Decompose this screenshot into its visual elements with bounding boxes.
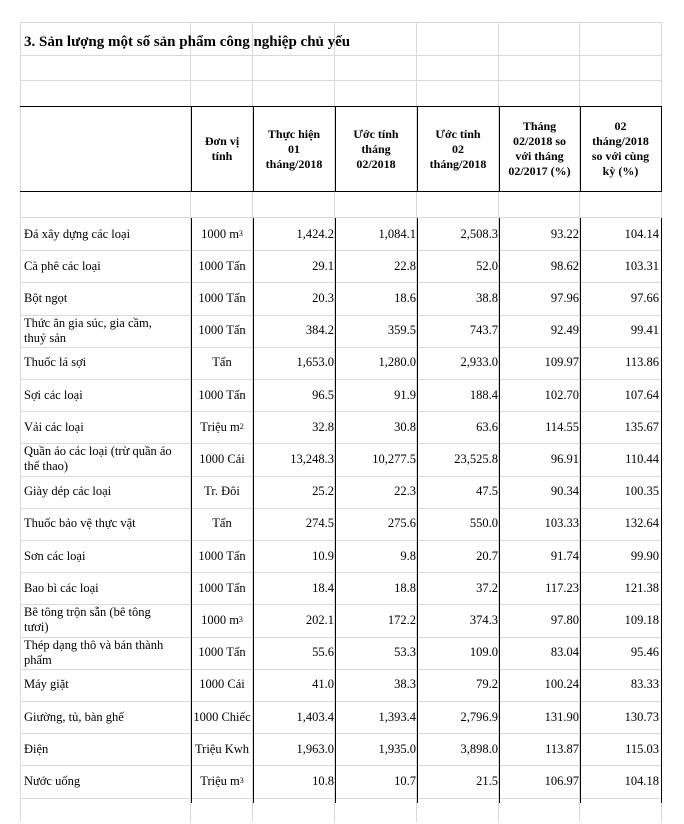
unit-text: 1000 Chiếc <box>193 709 251 724</box>
value-cell-v1: 13,248.3 <box>290 451 334 466</box>
product-name-line: Thép dạng thô và bán thành <box>24 637 164 652</box>
product-name <box>24 733 190 765</box>
product-name-line: Bột ngọt <box>24 290 68 305</box>
product-name-line: thể thao) <box>24 459 69 474</box>
value-cell-v4: 90.34 <box>550 484 579 499</box>
table-title: 3. Sản lượng một số sản phẩm công nghiệp chủ yếu <box>24 34 351 50</box>
value-cell-v3: 79.2 <box>476 677 498 692</box>
unit-text: 1000 Tấn <box>198 290 246 305</box>
table-row <box>0 701 684 733</box>
value-cell-v4: 131.90 <box>544 709 579 724</box>
value-cell-v2: 38.3 <box>394 677 416 692</box>
header-line: kỳ (%) <box>602 164 639 178</box>
value-cell-v4: 93.22 <box>550 226 579 241</box>
unit-text: Tấn <box>212 355 232 370</box>
table-row <box>0 379 684 411</box>
product-name <box>24 476 190 508</box>
header-line: với tháng <box>515 149 564 163</box>
unit-text: Triệu Kwh <box>194 741 250 756</box>
value-cell-v5: 121.38 <box>624 580 659 595</box>
product-name <box>24 604 190 636</box>
product-name-line: thuỷ sản <box>24 330 67 345</box>
unit-cell: 1000 m 3 <box>201 226 243 241</box>
product-name <box>24 637 190 669</box>
value-cell-v2: 30.8 <box>394 419 416 434</box>
value-cell-v4: 100.24 <box>544 677 579 692</box>
unit-cell <box>192 476 252 508</box>
table-row <box>0 282 684 314</box>
value-cell-v5: 99.41 <box>630 323 659 338</box>
header-line: Ước tính <box>435 126 481 141</box>
value-cell-v5: 83.33 <box>630 677 659 692</box>
value-cell-v2: 10,277.5 <box>372 451 416 466</box>
unit-cell <box>192 443 252 475</box>
product-name-line: Thuốc lá sợi <box>24 355 87 370</box>
product-name <box>24 347 190 379</box>
value-cell-v1: 202.1 <box>305 612 334 627</box>
product-name-line: Sơn các loại <box>24 548 86 563</box>
unit-cell <box>192 250 252 282</box>
table-row <box>0 250 684 282</box>
table-row <box>0 218 684 250</box>
unit-cell <box>192 669 252 701</box>
value-cell-v5: 130.73 <box>624 709 659 724</box>
product-name-line: Nước uống <box>24 773 81 788</box>
value-cell-v5: 104.14 <box>624 226 659 241</box>
product-name-line: Vải các loại <box>24 419 84 434</box>
value-cell-v4: 113.87 <box>545 741 579 756</box>
product-name <box>24 443 190 475</box>
product-name <box>24 572 190 604</box>
value-cell-v2: 1,084.1 <box>378 226 416 241</box>
header-top-border <box>20 106 661 107</box>
table-row <box>0 508 684 540</box>
header-col5 <box>581 108 660 190</box>
product-name <box>24 765 190 797</box>
header-line: so với cùng <box>591 149 650 163</box>
unit-text: 1000 Tấn <box>198 645 246 660</box>
table-row <box>0 637 684 669</box>
header-line: 02/2017 (%) <box>508 164 571 178</box>
table-row <box>0 315 684 347</box>
value-cell-v2: 172.2 <box>387 612 416 627</box>
product-name-line: Điện <box>24 741 49 756</box>
unit-cell <box>192 508 252 540</box>
value-cell-v4: 97.96 <box>550 290 579 305</box>
header-line: tháng/2018 <box>429 156 487 171</box>
product-name-line: Thức ăn gia súc, gia cầm, <box>24 315 152 330</box>
unit-cell <box>192 701 252 733</box>
grid-line <box>20 80 662 81</box>
product-name <box>24 282 190 314</box>
value-cell-v2: 359.5 <box>387 323 416 338</box>
value-cell-v2: 1,393.4 <box>378 709 416 724</box>
value-cell-v5: 135.67 <box>624 419 659 434</box>
value-cell-v3: 2,933.0 <box>460 355 498 370</box>
header-line: tính <box>211 149 233 163</box>
value-cell-v3: 374.3 <box>469 612 498 627</box>
value-cell-v2: 22.8 <box>394 258 416 273</box>
value-cell-v5: 107.64 <box>624 387 659 402</box>
value-cell-v4: 102.70 <box>544 387 579 402</box>
header-col3 <box>418 108 498 190</box>
value-cell-v4: 109.97 <box>544 355 579 370</box>
header-line: Thực hiện <box>267 126 321 141</box>
value-cell-v3: 109.0 <box>469 645 498 660</box>
value-cell-v2: 9.8 <box>400 548 416 563</box>
header-line: 02 <box>452 141 464 156</box>
product-name <box>24 508 190 540</box>
header-col1 <box>254 108 334 190</box>
value-cell-v3: 2,796.9 <box>460 709 498 724</box>
value-cell-v5: 97.66 <box>630 290 659 305</box>
value-cell-v3: 63.6 <box>476 419 498 434</box>
value-cell-v2: 18.6 <box>394 290 416 305</box>
unit-text: Triệu m <box>200 773 240 788</box>
value-cell-v1: 41.0 <box>312 677 334 692</box>
value-cell-v1: 384.2 <box>305 323 334 338</box>
value-cell-v4: 97.80 <box>550 612 579 627</box>
value-cell-v5: 132.64 <box>624 516 659 531</box>
product-name-line: Đá xây dựng các loại <box>24 226 131 241</box>
value-cell-v1: 1,424.2 <box>296 226 334 241</box>
value-cell-v5: 109.18 <box>624 612 659 627</box>
unit-cell <box>192 282 252 314</box>
value-cell-v3: 743.7 <box>469 323 498 338</box>
value-cell-v4: 106.97 <box>544 773 579 788</box>
unit-text: 1000 Tấn <box>198 548 246 563</box>
product-name-line: Giày dép các loại <box>24 484 112 499</box>
value-cell-v5: 104.18 <box>624 773 659 788</box>
value-cell-v3: 550.0 <box>469 516 498 531</box>
value-cell-v2: 22.3 <box>394 484 416 499</box>
value-cell-v5: 103.31 <box>624 258 659 273</box>
value-cell-v1: 25.2 <box>312 484 334 499</box>
unit-cell <box>192 637 252 669</box>
value-cell-v5: 110.44 <box>625 451 659 466</box>
value-cell-v5: 100.35 <box>624 484 659 499</box>
value-cell-v1: 1,963.0 <box>296 741 334 756</box>
value-cell-v3: 37.2 <box>476 580 498 595</box>
unit-cell: 1000 m 3 <box>201 612 243 627</box>
product-name-line: Bao bì các loại <box>24 580 99 595</box>
header-line: 02 <box>614 119 627 133</box>
table-row <box>0 411 684 443</box>
value-cell-v1: 96.5 <box>312 387 334 402</box>
unit-text: 1000 Tấn <box>198 387 246 402</box>
table-row <box>0 347 684 379</box>
unit-text: 1000 Tấn <box>198 258 246 273</box>
value-cell-v2: 18.8 <box>394 580 416 595</box>
value-cell-v2: 275.6 <box>387 516 416 531</box>
value-cell-v3: 188.4 <box>469 387 498 402</box>
product-name-line: phẩm <box>24 652 52 667</box>
value-cell-v4: 114.55 <box>545 419 579 434</box>
value-cell-v3: 21.5 <box>476 773 498 788</box>
unit-text: 1000 Cái <box>199 451 245 466</box>
product-name-line: Bê tông trộn sẵn (bê tông <box>24 605 151 620</box>
value-cell-v5: 113.86 <box>625 355 659 370</box>
product-name-line: Máy giặt <box>24 677 69 692</box>
value-cell-v1: 274.5 <box>305 516 334 531</box>
unit-cell <box>192 572 252 604</box>
value-cell-v1: 1,403.4 <box>296 709 334 724</box>
product-name-line: Thuốc bảo vệ thực vật <box>24 516 136 531</box>
value-cell-v3: 2,508.3 <box>460 226 498 241</box>
header-unit <box>192 108 252 190</box>
unit-cell <box>192 315 252 347</box>
value-cell-v3: 52.0 <box>476 258 498 273</box>
unit-cell: Triệu m 2 <box>200 419 244 434</box>
value-cell-v5: 115.03 <box>625 741 659 756</box>
value-cell-v3: 38.8 <box>476 290 498 305</box>
value-cell-v4: 96.91 <box>550 451 579 466</box>
table-row <box>0 572 684 604</box>
unit-text: 1000 m <box>201 226 239 241</box>
product-name <box>24 411 190 443</box>
grid-line <box>20 22 662 23</box>
value-cell-v3: 3,898.0 <box>460 741 498 756</box>
value-cell-v2: 1,280.0 <box>378 355 416 370</box>
unit-cell <box>192 347 252 379</box>
grid-line <box>20 798 662 799</box>
table-row <box>0 765 684 797</box>
table-row <box>0 604 684 636</box>
product-name <box>24 250 190 282</box>
unit-text: Tr. Đôi <box>204 484 240 499</box>
unit-text: Triệu m <box>200 419 240 434</box>
product-name <box>24 218 190 250</box>
unit-text: 1000 Tấn <box>198 580 246 595</box>
table-row <box>0 476 684 508</box>
header-bottom-border <box>20 191 661 192</box>
product-name <box>24 701 190 733</box>
unit-cell <box>192 733 252 765</box>
product-name-line: Sợi các loại <box>24 387 83 402</box>
header-line: Tháng <box>522 119 557 133</box>
header-line: Ước tính <box>353 126 399 141</box>
table-row <box>0 669 684 701</box>
unit-text: Tấn <box>212 516 232 531</box>
header-line: tháng/2018 <box>265 156 323 171</box>
header-line: 02/2018 <box>356 156 396 171</box>
unit-text: 1000 Tấn <box>198 323 246 338</box>
header-line: 02/2018 so <box>512 134 566 148</box>
unit-cell <box>192 379 252 411</box>
value-cell-v2: 10.7 <box>394 773 416 788</box>
product-name <box>24 540 190 572</box>
value-cell-v2: 91.9 <box>394 387 416 402</box>
value-cell-v4: 91.74 <box>550 548 579 563</box>
value-cell-v4: 83.04 <box>550 645 579 660</box>
header-line: Đơn vị <box>204 134 240 148</box>
unit-text: 1000 m <box>201 612 239 627</box>
product-name <box>24 315 190 347</box>
value-cell-v1: 18.4 <box>312 580 334 595</box>
value-cell-v2: 53.3 <box>394 645 416 660</box>
table-row <box>0 540 684 572</box>
unit-cell <box>192 540 252 572</box>
value-cell-v3: 23,525.8 <box>454 451 498 466</box>
header-col2 <box>336 108 416 190</box>
value-cell-v4: 117.23 <box>545 580 579 595</box>
value-cell-v3: 47.5 <box>476 484 498 499</box>
value-cell-v4: 103.33 <box>544 516 579 531</box>
grid-line <box>20 55 662 56</box>
header-line: tháng <box>361 141 391 156</box>
product-name <box>24 669 190 701</box>
table-row <box>0 443 684 475</box>
product-name-line: tươi) <box>24 620 49 635</box>
value-cell-v1: 10.9 <box>312 548 334 563</box>
value-cell-v5: 95.46 <box>630 645 659 660</box>
value-cell-v5: 99.90 <box>630 548 659 563</box>
value-cell-v1: 55.6 <box>312 645 334 660</box>
value-cell-v1: 10.8 <box>312 773 334 788</box>
product-name-line: Cà phê các loại <box>24 258 101 273</box>
value-cell-v4: 98.62 <box>550 258 579 273</box>
value-cell-v1: 29.1 <box>312 258 334 273</box>
unit-cell: Triệu m 3 <box>200 773 244 788</box>
table-row <box>0 733 684 765</box>
value-cell-v3: 20.7 <box>476 548 498 563</box>
value-cell-v1: 32.8 <box>312 419 334 434</box>
product-name-line: Quần áo các loại (trừ quần áo <box>24 444 172 459</box>
value-cell-v2: 1,935.0 <box>378 741 416 756</box>
value-cell-v1: 1,653.0 <box>296 355 334 370</box>
header-line: 01 <box>288 141 300 156</box>
product-name <box>24 379 190 411</box>
unit-text: 1000 Cái <box>199 677 245 692</box>
product-name-line: Giường, tủ, bàn ghế <box>24 709 124 724</box>
header-line: tháng/2018 <box>592 134 649 148</box>
header-col4 <box>500 108 579 190</box>
header-divider <box>661 106 662 192</box>
value-cell-v4: 92.49 <box>550 323 579 338</box>
value-cell-v1: 20.3 <box>312 290 334 305</box>
